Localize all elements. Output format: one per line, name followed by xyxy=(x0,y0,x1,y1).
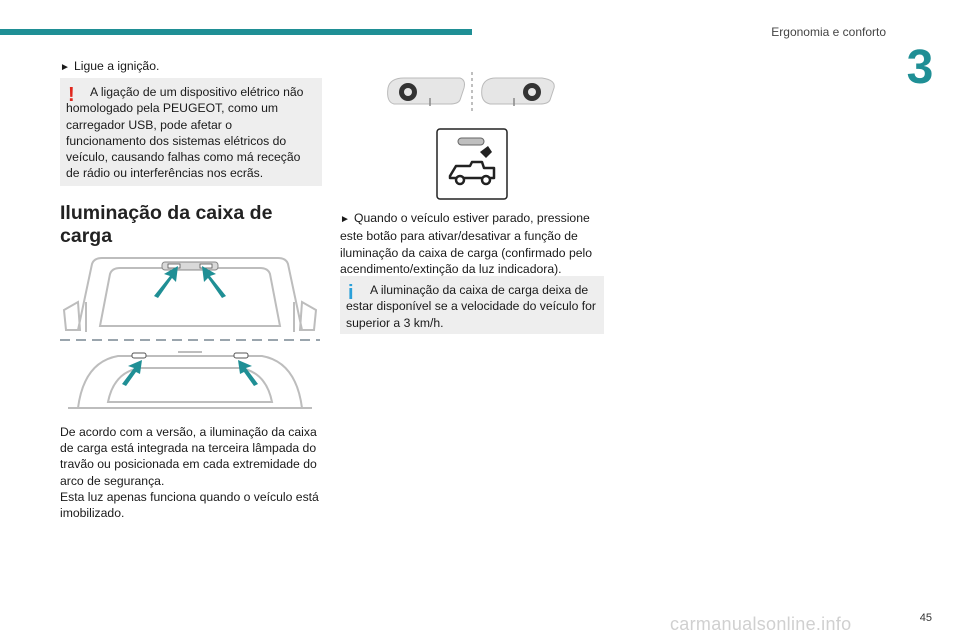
right-mirror xyxy=(482,78,555,104)
lower-rollbar xyxy=(78,356,302,408)
body-paragraph-2: Esta luz apenas funciona quando o veículo está imobilizado. xyxy=(60,489,319,521)
info-box xyxy=(340,276,604,334)
info-icon: i xyxy=(348,282,354,304)
upper-right-mirror xyxy=(300,302,316,330)
right-rollbar-light xyxy=(234,353,248,358)
watermark: carmanualsonline.info xyxy=(670,614,852,634)
button-indicator-light xyxy=(458,138,484,145)
cargo-light-description xyxy=(60,424,322,521)
step-press-text: Quando o veículo estiver parado, pressione este botão para ativar/desativar a função de iluminação da caixa de carga (confirmado pelo acendimento/extinção da luz indicadora). xyxy=(340,211,593,276)
step-ignition xyxy=(60,58,322,76)
header-accent-bar xyxy=(0,29,472,35)
heading-line-1: Iluminação da caixa de xyxy=(60,202,273,224)
warning-box xyxy=(60,78,322,186)
cargo-light-button[interactable] xyxy=(436,128,508,200)
chapter-number: 3 xyxy=(906,41,934,94)
left-rollbar-light xyxy=(132,353,146,358)
warning-icon: ! xyxy=(68,84,75,106)
body-paragraph-1: De acordo com a versão, a iluminação da caixa de carga está integrada na terceira lâmpada do travão ou posicionada em cada extremidade do arco de segurança. xyxy=(60,425,317,488)
heading-line-2: carga xyxy=(60,225,113,247)
section-title: Ergonomia e conforto xyxy=(771,25,886,39)
upper-window-glass xyxy=(100,268,280,326)
section-heading xyxy=(60,202,322,248)
step-marker-icon: ► xyxy=(60,62,70,73)
info-text: A iluminação da caixa de carga deixa de estar disponível se a velocidade do veículo for superior a 3 km/h. xyxy=(346,283,596,330)
step-marker-icon: ► xyxy=(340,214,350,225)
step-ignition-text: Ligue a ignição. xyxy=(74,59,160,73)
page-number: 45 xyxy=(919,612,932,624)
cargo-light-illustration xyxy=(58,252,322,420)
upper-right-arrow xyxy=(202,266,226,298)
mirror-illustration xyxy=(380,72,560,116)
step-press-button xyxy=(340,210,604,277)
upper-left-arrow xyxy=(154,266,178,298)
warning-text: A ligação de um dispositivo elétrico não homologado pela PEUGEOT, como um carregador USB, pode afetar o funcionamento dos sistemas elétricos do veículo, causando falhas como má receção de rádio ou interferências nos ecrãs. xyxy=(66,85,304,181)
upper-left-mirror xyxy=(64,302,80,330)
